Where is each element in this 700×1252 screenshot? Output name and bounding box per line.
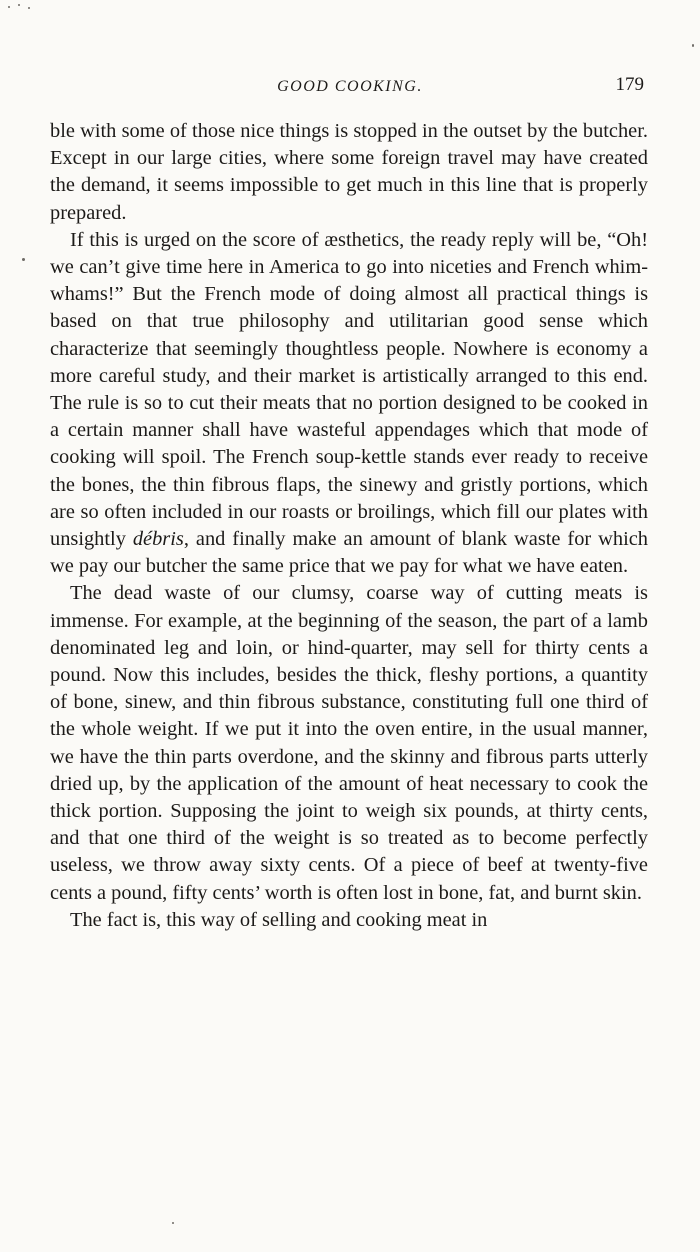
margin-speck	[172, 1222, 174, 1224]
running-title: GOOD COOKING.	[277, 78, 423, 95]
paragraph-text-after: , and finally make an amount of blank waste for which we pay our butcher the same price that we pay for what we have eaten.	[50, 528, 648, 578]
paragraph-text: The dead waste of our clumsy, coarse way of cutting meats is immense. For example, at the beginning of the season, the part of a lamb denominated leg and loin, or hind-quarter, may sell for thirty cents a pound. Now this includes, besides the thick, fleshy portions, a quantity of bone, sinew, and thin fibrous substance, constituting full one third of the whole weight. If we put it into the oven entire, in the usual manner, we have the thin parts overdone, and the skinny and fibrous parts utterly dried up, by the application of the amount of heat necessary to cook the thick portion. Supposing the joint to weigh six pounds, at thirty cents, and that one third of the weight is so treated as to become perfectly useless, we throw away sixty cents. Of a piece of beef at twenty-five cents a pound, fifty cents’ worth is often lost in bone, fat, and burnt skin.	[50, 582, 648, 904]
margin-speck	[692, 44, 694, 47]
margin-speck	[18, 4, 20, 6]
body-text	[50, 118, 648, 934]
paragraph-text: ble with some of those nice things is stopped in the outset by the butcher. Except in our large cities, where some foreign travel may have created the demand, it seems impossible to get much in this line that is properly prepared.	[50, 120, 648, 224]
page-number: 179	[615, 74, 644, 95]
paragraph	[50, 907, 648, 934]
margin-speck	[22, 258, 25, 261]
paragraph-text: The fact is, this way of selling and cooking meat in	[70, 908, 488, 931]
italic-word: débris	[132, 528, 184, 551]
running-head	[50, 74, 650, 98]
margin-speck	[28, 7, 30, 9]
paragraph	[50, 227, 648, 581]
paragraph-text: If this is urged on the score of æsthetics, the ready reply will be, “Oh! we can’t give time here in America to go into niceties and French whim-whams!” But the French mode of doing almost all practical things is based on that true philosophy and utilitarian good sense which characterize that seemingly thoughtless people. Nowhere is economy a more careful study, and their market is artistically arranged to this end. The rule is so to cut their meats that no portion designed to be cooked in a certain manner shall have wasteful appendages which that mode of cooking will spoil. The French soup-kettle stands ever ready to receive the bones, the thin fibrous flaps, the sinewy and gristly portions, which are so often included in our roasts or broilings, which fill our plates with unsightly	[50, 228, 648, 551]
margin-speck	[8, 6, 10, 8]
paragraph-continued	[50, 118, 648, 227]
paragraph	[50, 580, 648, 906]
